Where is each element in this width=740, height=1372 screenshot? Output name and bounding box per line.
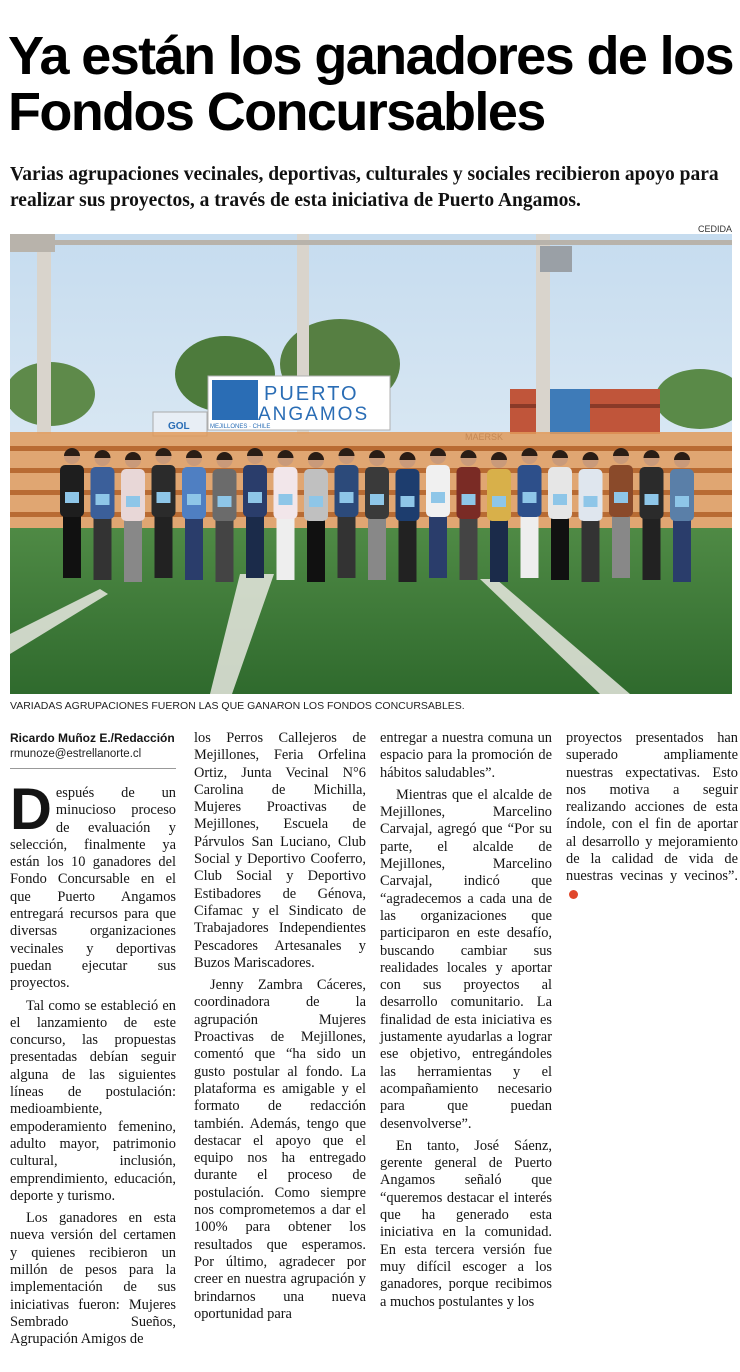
person-figure xyxy=(91,450,115,580)
paragraph-3: Los ganadores en esta nueva versión del certamen y quienes recibieron un millón de pesos para la implementación de sus iniciativas fueron: Mujeres Sembrado Sueños, Agrupación Amigos de xyxy=(10,1210,176,1348)
person-figure xyxy=(548,450,572,580)
article-column-2 xyxy=(194,730,366,1323)
headline: Ya están los ganadores de los Fondos Concursables xyxy=(8,26,733,142)
person-figure xyxy=(640,450,664,580)
person-figure xyxy=(274,450,298,580)
byline-email[interactable]: rmunoze@estrellanorte.cl xyxy=(10,746,176,769)
person-figure xyxy=(121,452,145,582)
paragraph-4: los Perros Callejeros de Mejillones, Feria Orfelina Ortiz, Junta Vecinal N°6 Carolina de Michilla, Mujeres Proactivas de Mejillones, Escuela de Párvulos San Luciano, Club Social y Deportivo Cooferro, Club Social y Deportivo Estibadores de Génova, Cifamac y el Sindicato de Trabajadores Independientes Pescadores Artesanales y Buzos Mariscadores. xyxy=(194,730,366,971)
photo-caption: VARIADAS AGRUPACIONES FUERON LAS QUE GANARON LOS FONDOS CONCURSABLES. xyxy=(10,700,465,712)
person-figure xyxy=(304,452,328,582)
sign-line-3: MEJILLONES · CHILE xyxy=(210,424,271,430)
sign-line-2: ANGAMOS xyxy=(258,404,370,425)
paragraph-9-text: proyectos presentados han superado ampliamente nuestras expectativas. Esto nos motiva a seguir realizando acciones de esta índole, con el fin de aportar al desarrollo y mejoramiento de la calidad de vida de nuestras vecinas y vecinos”. xyxy=(566,730,738,885)
light-pole xyxy=(37,234,51,434)
logo-mark xyxy=(212,380,258,420)
drop-cap: D xyxy=(10,777,52,842)
person-figure xyxy=(213,452,237,582)
paragraph-5: Jenny Zambra Cáceres, coordinadora de la agrupación Mujeres Proactivas de Mejillones, comentó que “ha sido un gusto postular al fondo. La plataforma es amigable y el formato de redacción también. Además, tengo que destacar el apoyo que el equipo nos ha entregado durante el proceso de postulación. Como siempre nos comprometemos a dar el 100% para obtener los resultados que esperamos. Por último, agradecer por creer en nuestra agrupación y brindarnos una nueva oportunidad para xyxy=(194,977,366,1322)
person-figure xyxy=(182,450,206,580)
person-figure xyxy=(579,452,603,582)
article-column-4 xyxy=(566,730,738,903)
paragraph-2: Tal como se estableció en el lanzamiento de este concurso, las propuestas presentadas debían seguir alguna de las siguientes líneas de postulación: medioambiente, empoderamiento femenino, adulto mayor, patrimonio cultural, inclusión, emprendimiento, educación, deporte y turismo. xyxy=(10,997,176,1204)
small-sign-text: GOL xyxy=(168,421,190,432)
person-figure xyxy=(243,448,267,578)
person-figure xyxy=(670,452,694,582)
person-figure xyxy=(487,452,511,582)
person-figure xyxy=(609,448,633,578)
article-column-3 xyxy=(380,730,552,1311)
person-figure xyxy=(457,450,481,580)
byline-author: Ricardo Muñoz E./Redacción xyxy=(10,731,175,745)
sign-line-1: PUERTO xyxy=(264,383,359,405)
person-figure xyxy=(60,448,84,578)
person-figure xyxy=(152,448,176,578)
person-figure xyxy=(426,448,450,578)
subheadline: Varias agrupaciones vecinales, deportivas, culturales y sociales recibieron apoyo para realizar sus proyectos, a través de esta iniciativa de Puerto Angamos. xyxy=(10,164,719,211)
paragraph-7: Mientras que el alcalde de Mejillones, Marcelino Carvajal, agregó que “Por su parte, el alcalde de Mejillones, Marcelino Carvajal, indicó que “agradecemos a cada una de las organizaciones que participaron en este desafío, buscando cambiar sus realidades locales y aportar con sus proyectos al desarrollo comunitario. La finalidad de esta iniciativa es justamente ayudarlas a lograr ese objetivo, entregándoles las herramientas y el acompañamiento necesario para que puedan desenvolverse”. xyxy=(380,786,552,1132)
paragraph-6: entregar a nuestra comuna un espacio para la promoción de hábitos saludables”. xyxy=(380,730,552,781)
paragraph-1-text: espués de un minucioso proceso de evaluación y selección, finalmente ya están los 10 ganadores del Fondo Concursable en el que Puerto Angamos entregará recursos para que diversas organizaciones vecinales y deportivas puedan ejecutar sus proyectos. xyxy=(10,785,176,992)
person-figure xyxy=(335,448,359,578)
paragraph-1 xyxy=(10,777,176,993)
paragraph-8: En tanto, José Sáenz, gerente general de Puerto Angamos señaló que “queremos destacar el interés que ha generado esta iniciativa en la comunidad. En esta tercera versión fue muy difícil escoger a los ganadores, porque recibimos a muchos postulantes y los xyxy=(380,1137,552,1310)
photo-credit: CEDIDA xyxy=(697,224,732,234)
article-column-1 xyxy=(10,730,176,1349)
end-mark-icon xyxy=(569,890,578,899)
paragraph-9 xyxy=(566,730,738,903)
person-figure xyxy=(365,450,389,580)
group-photo xyxy=(10,234,732,694)
person-figure xyxy=(518,448,542,578)
person-figure xyxy=(396,452,420,582)
group-photo-illustration xyxy=(10,234,732,694)
